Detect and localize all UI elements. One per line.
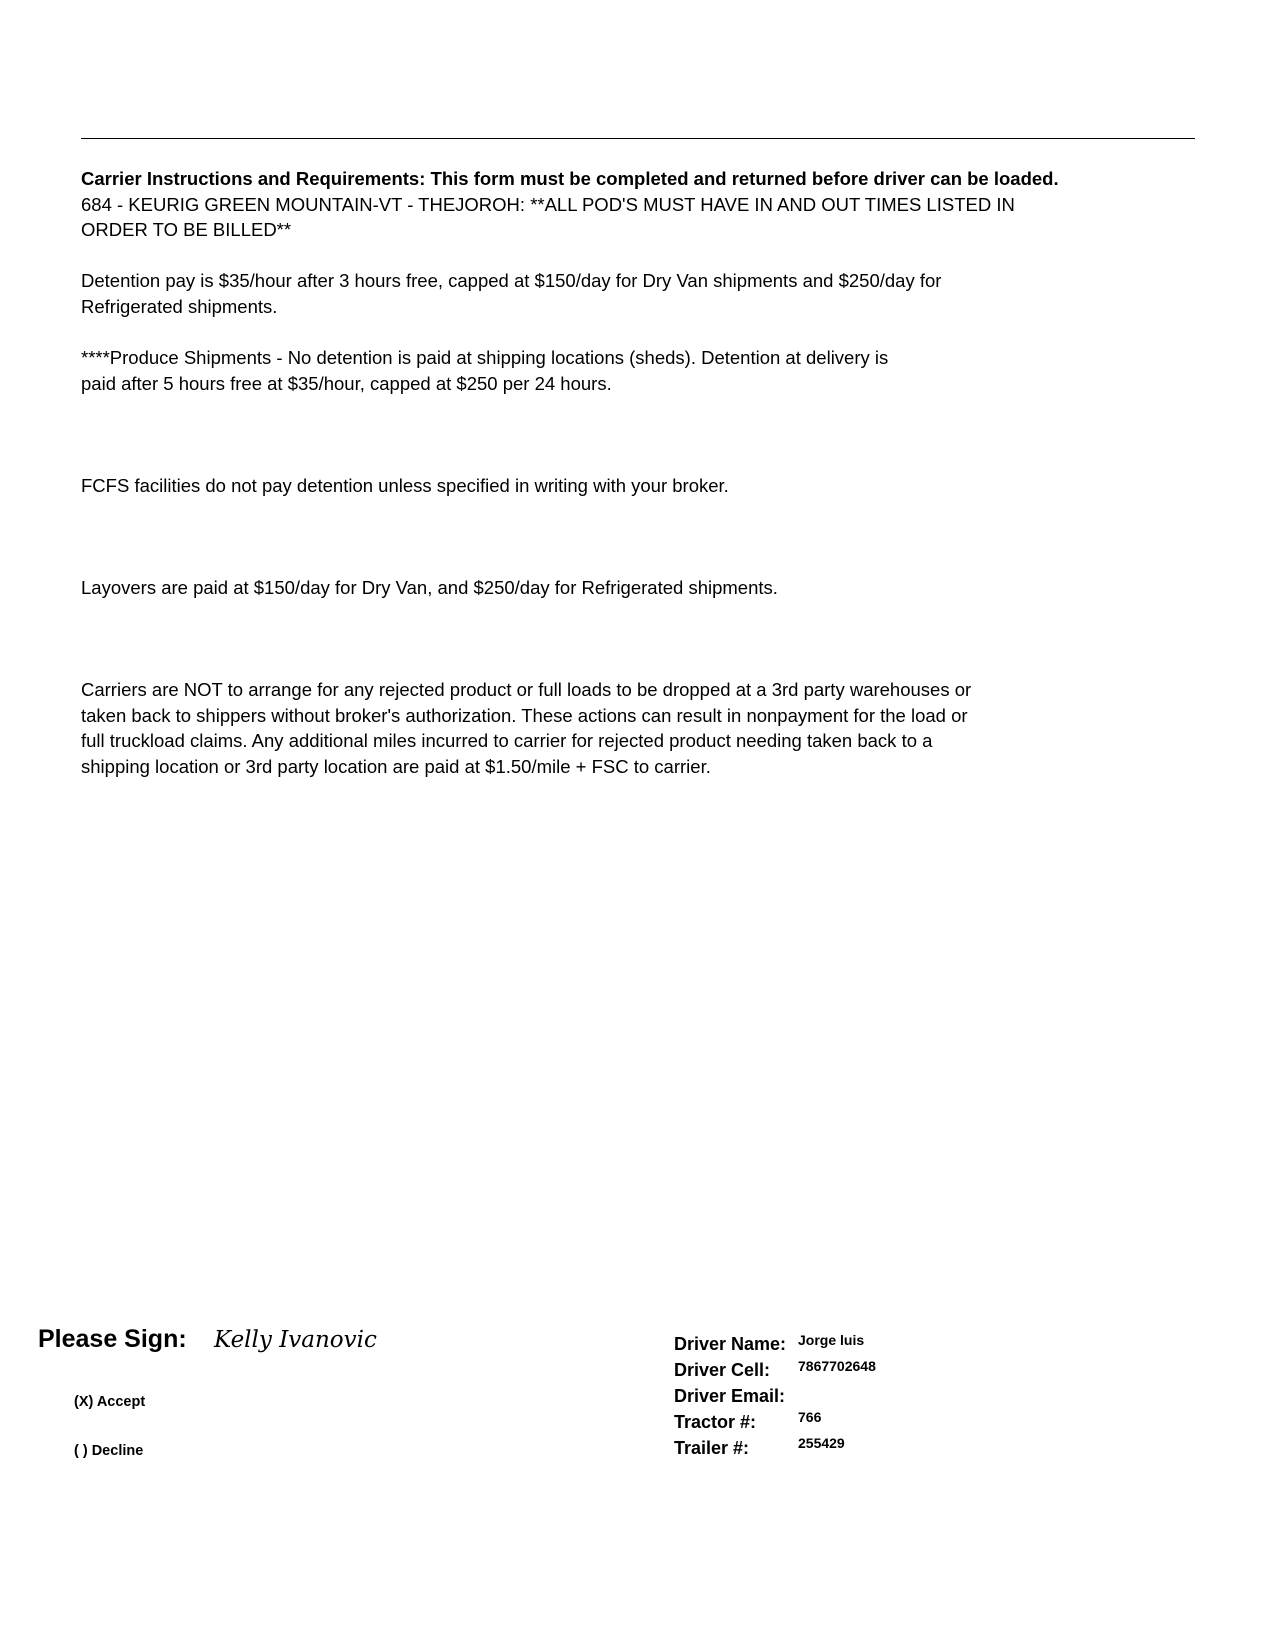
detention-line-2: Refrigerated shipments. — [81, 295, 278, 317]
tractor-value[interactable]: 766 — [798, 1409, 822, 1425]
decline-option[interactable]: ( ) Decline — [74, 1443, 144, 1459]
driver-name-value[interactable]: Jorge luis — [798, 1332, 865, 1348]
please-sign-label: Please Sign: — [38, 1325, 187, 1353]
detention-paragraph — [81, 268, 1081, 319]
carriers-line-3: full truckload claims. Any additional miles incurred to carrier for rejected product needing taken back to a — [81, 730, 933, 751]
produce-line-2: paid after 5 hours free at $35/hour, capped at $250 per 24 hours. — [81, 372, 612, 394]
layover-line-1: Layovers are paid at $150/day for Dry Van, and $250/day for Refrigerated shipments. — [81, 577, 778, 598]
carriers-line-2: taken back to shippers without broker's authorization. These actions can result in nonpayment for the load or — [81, 704, 968, 726]
fcfs-paragraph — [81, 473, 1081, 499]
driver-name-label: Driver Name: — [674, 1334, 787, 1354]
trailer-label: Trailer #: — [674, 1438, 750, 1458]
signature-field[interactable]: Kelly Ivanovic — [214, 1327, 377, 1353]
carriers-line-1: Carriers are NOT to arrange for any rejected product or full loads to be dropped at a 3rd party warehouses or — [81, 679, 972, 700]
carrier-instructions — [81, 166, 1191, 243]
instructions-heading: Carrier Instructions and Requirements: This form must be completed and returned before driver can be loaded. — [81, 168, 1059, 189]
carriers-line-4: shipping location or 3rd party location are paid at $1.50/mile + FSC to carrier. — [81, 755, 711, 777]
instructions-line-1: 684 - KEURIG GREEN MOUNTAIN-VT - THEJOROH: **ALL POD'S MUST HAVE IN AND OUT TIMES LISTED IN — [81, 193, 1015, 215]
accept-option[interactable]: (X) Accept — [74, 1394, 146, 1410]
instructions-line-2: ORDER TO BE BILLED** — [81, 219, 292, 240]
carriers-paragraph — [81, 677, 1081, 779]
tractor-label: Tractor #: — [674, 1412, 757, 1432]
detention-line-1: Detention pay is $35/hour after 3 hours free, capped at $150/day for Dry Van shipments and $250/day for — [81, 270, 942, 291]
top-divider — [81, 138, 1195, 139]
layover-paragraph — [81, 575, 1081, 601]
driver-cell-label: Driver Cell: — [674, 1360, 771, 1380]
driver-email-label: Driver Email: — [674, 1386, 786, 1406]
produce-paragraph — [81, 345, 1081, 396]
driver-cell-value[interactable]: 7867702648 — [798, 1358, 876, 1374]
fcfs-line-1: FCFS facilities do not pay detention unless specified in writing with your broker. — [81, 475, 729, 496]
produce-line-1: ****Produce Shipments - No detention is paid at shipping locations (sheds). Detention at delivery is — [81, 347, 889, 368]
trailer-value[interactable]: 255429 — [798, 1435, 845, 1451]
